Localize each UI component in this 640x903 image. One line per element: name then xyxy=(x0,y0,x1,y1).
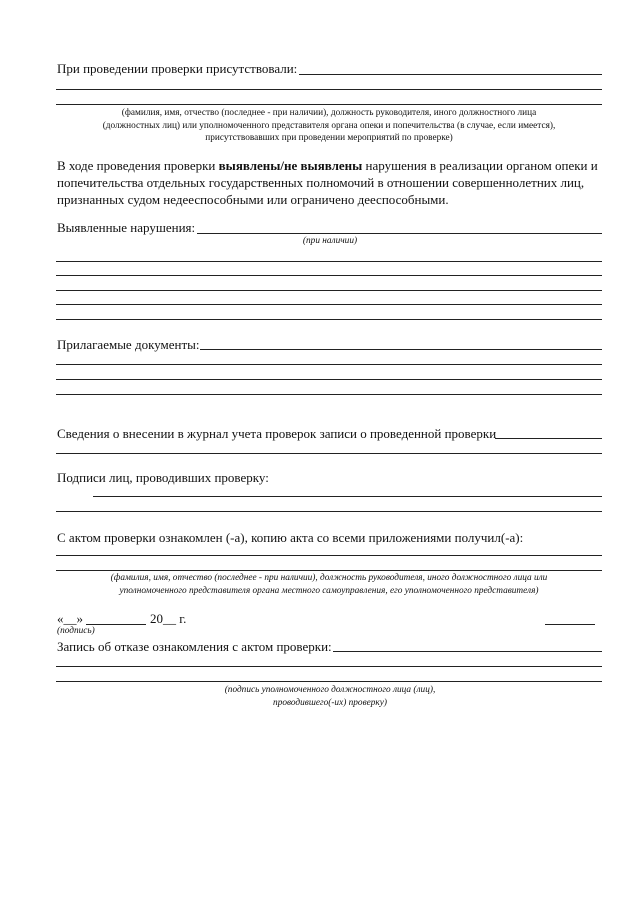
refusal-caption xyxy=(160,684,500,710)
attachments-line-1[interactable] xyxy=(200,349,602,350)
present-caption-line: присутствовавших при проведении мероприятий по проверке) xyxy=(205,133,453,144)
violations-line-2[interactable] xyxy=(56,261,602,262)
present-line-1[interactable] xyxy=(299,74,602,75)
violations-line-1[interactable] xyxy=(197,233,602,234)
signatures-line-1[interactable] xyxy=(93,496,602,497)
acquainted-line-2[interactable] xyxy=(56,570,602,571)
finding-line: признанных судом недееспособными или ограничено дееспособными. xyxy=(57,192,449,207)
finding-line xyxy=(57,157,617,174)
signature-hint: (подпись) xyxy=(57,626,95,636)
present-label: При проведении проверки присутствовали: xyxy=(57,61,298,76)
date-day-field[interactable]: __ xyxy=(63,611,77,626)
refusal-label: Запись об отказе ознакомления с актом проверки: xyxy=(57,639,332,654)
signature-line[interactable] xyxy=(545,624,595,625)
journal-label: Сведения о внесении в журнал учета проверок записи о проведенной проверки xyxy=(57,426,497,441)
present-caption-line: (фамилия, имя, отчество (последнее - при наличии), должность руководителя, иного должностного лица xyxy=(121,108,537,118)
acquainted-caption xyxy=(56,572,602,598)
present-caption-line: (должностных лиц) или уполномоченного представителя органа опеки и попечительства (в случае, если имеется), xyxy=(102,120,556,131)
signatures-label: Подписи лиц, проводивших проверку: xyxy=(57,470,269,485)
present-line-3[interactable] xyxy=(56,104,602,105)
date-open-quote: « xyxy=(57,611,64,626)
signatures-line-2[interactable] xyxy=(56,511,602,512)
acquainted-caption-line: (фамилия, имя, отчество (последнее - при наличии), должность руководителя, иного должностного лица или xyxy=(110,573,548,583)
journal-line-1[interactable] xyxy=(495,438,602,439)
date-month-line[interactable] xyxy=(86,624,146,625)
attachments-line-4[interactable] xyxy=(56,394,602,395)
acquainted-line-1[interactable] xyxy=(56,555,602,556)
date-year: 20__ г. xyxy=(150,611,187,626)
violations-hint: (при наличии) xyxy=(302,236,358,246)
acquainted-label: С актом проверки ознакомлен (-а), копию акта со всеми приложениями получил(-а): xyxy=(57,530,524,545)
violations-line-3[interactable] xyxy=(56,275,602,276)
present-caption xyxy=(56,107,602,145)
finding-line: попечительства отдельных государственных полномочий в отношении совершеннолетних лиц, xyxy=(57,175,585,190)
acquainted-caption-line: уполномоченного представителя органа местного самоуправления, его уполномоченного представителя) xyxy=(119,586,539,596)
present-line-2[interactable] xyxy=(56,89,602,90)
finding-text: В ходе проведения проверки xyxy=(57,158,219,173)
violations-line-6[interactable] xyxy=(56,319,602,320)
refusal-line-3[interactable] xyxy=(56,681,602,682)
attachments-line-3[interactable] xyxy=(56,379,602,380)
attachments-line-2[interactable] xyxy=(56,364,602,365)
finding-text: нарушения в реализации органом опеки и xyxy=(362,158,598,173)
finding-paragraph xyxy=(57,157,617,208)
refusal-line-1[interactable] xyxy=(333,651,602,652)
violations-line-4[interactable] xyxy=(56,290,602,291)
date-close-quote: » xyxy=(76,611,83,626)
date-row xyxy=(57,611,83,627)
attachments-label: Прилагаемые документы: xyxy=(57,337,200,352)
violations-label: Выявленные нарушения: xyxy=(57,220,196,235)
finding-bold[interactable]: выявлены/не выявлены xyxy=(218,158,363,173)
journal-line-2[interactable] xyxy=(56,453,602,454)
refusal-line-2[interactable] xyxy=(56,666,602,667)
violations-line-5[interactable] xyxy=(56,304,602,305)
refusal-caption-line: (подпись уполномоченного должностного лица (лиц), xyxy=(224,685,436,695)
refusal-caption-line: проводившего(-их) проверку) xyxy=(273,698,387,708)
